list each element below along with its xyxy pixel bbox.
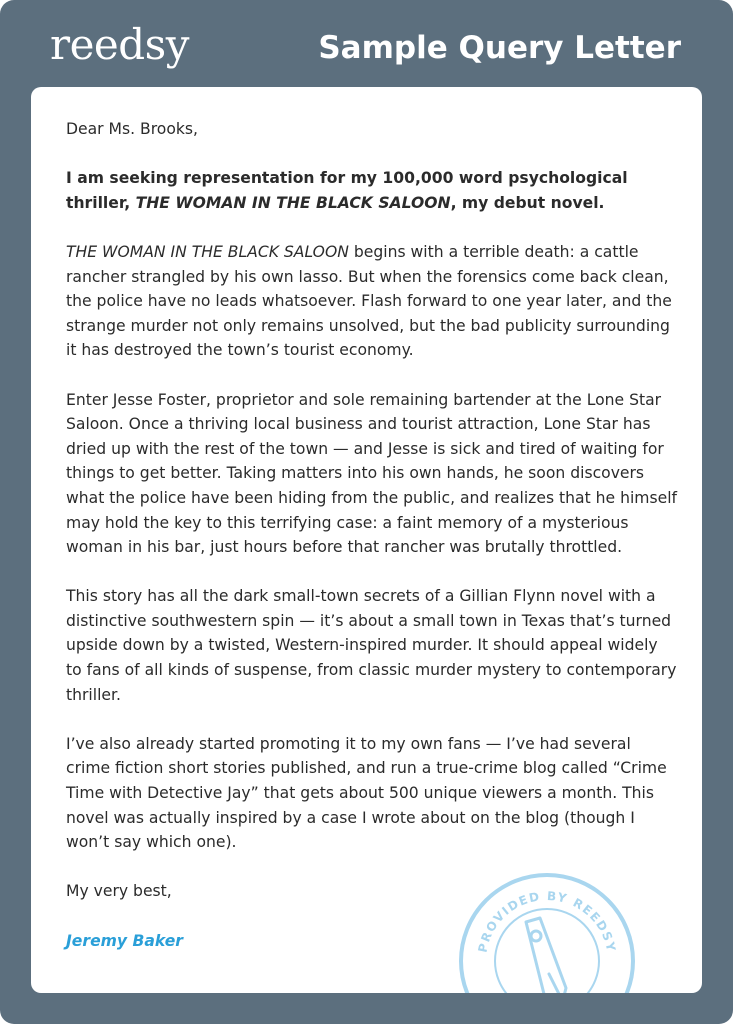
- stamp-text: PROVIDED BY REEDSY: [475, 888, 619, 954]
- book-title: THE WOMAN IN THE BLACK SALOON: [135, 193, 451, 212]
- intro-text-start: I am seeking representation for my 100,000 word psychological thriller,: [66, 169, 628, 212]
- page-title: Sample Query Letter: [318, 30, 681, 66]
- letter-body: [66, 117, 678, 978]
- premise-paragraph: [66, 240, 678, 363]
- bio-paragraph: I’ve also already started promoting it to my own fans — I’ve had several crime fiction short stories published, and run a true-crime blog called “Crime Time with Detective Jay” that gets about 500 unique viewers a month. This novel was actually inspired by a case I wrote about on the blog (though I won’t say which one).: [66, 734, 667, 852]
- book-title-inline: THE WOMAN IN THE BLACK SALOON: [66, 242, 349, 261]
- closing: My very best,: [66, 882, 172, 901]
- premise-text: begins with a terrible death: a cattle rancher strangled by his own lasso. But when the forensics come back clean, the police have no leads whatsoever. Flash forward to one year later, and the strange murder not only remains unsolved, but the bad publicity surrounding it has destroyed the town’s tourist economy.: [66, 242, 672, 360]
- letter-card: [31, 87, 702, 993]
- salutation: Dear Ms. Brooks,: [66, 120, 198, 138]
- comparison-paragraph: This story has all the dark small-town secrets of a Gillian Flynn novel with a distinctive southwestern spin — it’s about a small town in Texas that’s turned upside down by a twisted, Western-inspired murder. It should appeal widely to fans of all kinds of suspense, from classic murder mystery to contemporary thriller.: [66, 587, 677, 704]
- protagonist-paragraph: Enter Jesse Foster, proprietor and sole remaining bartender at the Lone Star Saloon. Once a thriving local business and tourist attraction, Lone Star has dried up with the rest of the town — and Jesse is sick and tired of waiting for things to get better. Taking matters into his own hands, he soon discovers what the police have been hiding from the public, and realizes that he himself may hold the key to this terrifying case: a faint memory of a mysterious woman in his bar, just hours before that rancher was brutally throttled.: [66, 390, 678, 557]
- intro-text-end: , my debut novel.: [450, 193, 605, 212]
- pen-nib-icon: [526, 918, 566, 993]
- reedsy-logo: reedsy: [50, 20, 189, 69]
- provided-by-reedsy-stamp: [456, 870, 638, 993]
- intro-paragraph: [66, 166, 678, 215]
- signature: Jeremy Baker: [66, 931, 183, 950]
